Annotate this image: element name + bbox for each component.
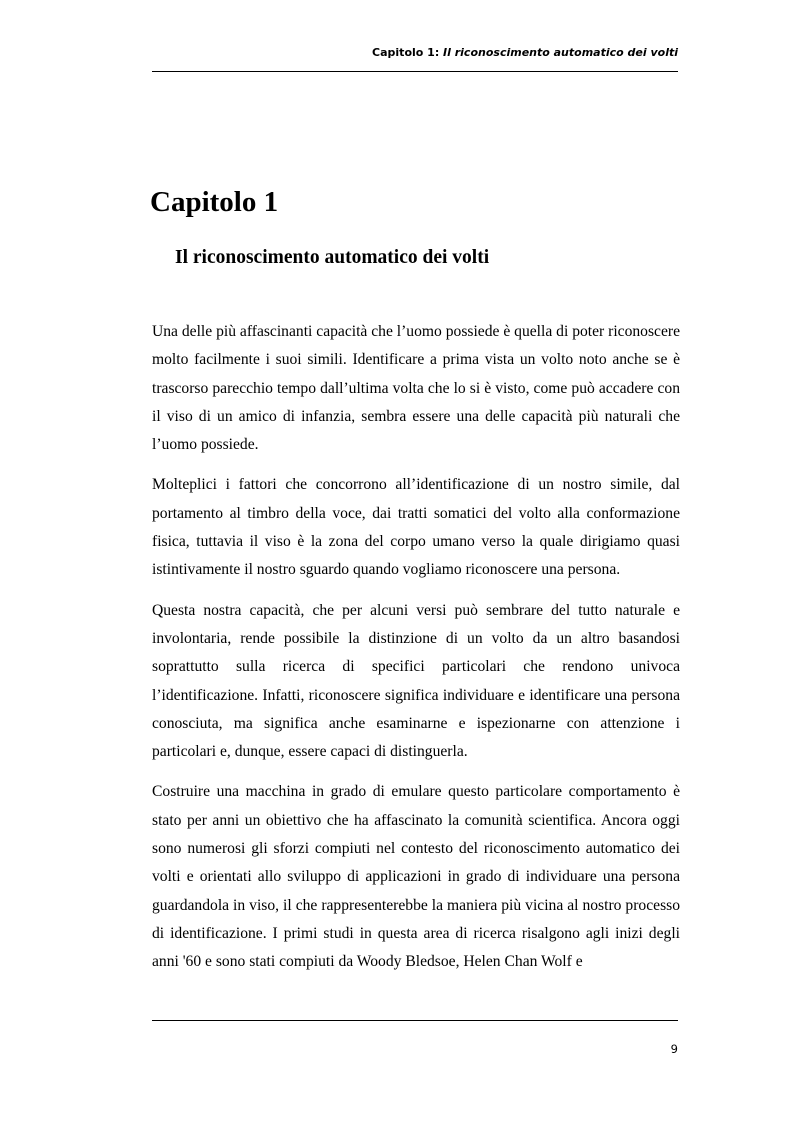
- running-header-title: Il riconoscimento automatico dei volti: [443, 46, 678, 59]
- paragraph-3: Questa nostra capacità, che per alcuni versi può sembrare del tutto naturale e involontaria, rende possibile la distinzione di un volto da un altro basandosi soprattutto sulla ricerca di specifici particolari che rendono univoca l’identificazione. Infatti, riconoscere significa individuare e identificare una persona conosciuta, ma significa anche esaminarne e ispezionarne con attenzione i particolari e, dunque, essere capaci di distinguerla.: [152, 601, 680, 761]
- footer-rule: [152, 1020, 678, 1021]
- chapter-title: Il riconoscimento automatico dei volti: [175, 247, 490, 268]
- body-text: [152, 318, 680, 989]
- page-number: 9: [670, 1042, 678, 1056]
- paragraph-4: Costruire una macchina in grado di emulare questo particolare comportamento è stato per anni un obiettivo che ha affascinato la comunità scientifica. Ancora oggi sono numerosi gli sforzi compiuti nel contesto del riconoscimento automatico dei volti e orientati allo sviluppo di applicazioni in grado di individuare una persona guardandola in viso, il che rappresenterebbe la maniera più vicina al nostro processo di identificazione. I primi studi in questa area di ricerca risalgono agli inizi degli anni '60 e sono stati compiuti da Woody Bledsoe, Helen Chan Wolf e: [152, 783, 680, 971]
- paragraph-1: Una delle più affascinanti capacità che l’uomo possiede è quella di poter riconoscere molto facilmente i suoi simili. Identificare a prima vista un volto noto anche se è trascorso parecchio tempo dall’ultima volta che lo si è visto, come può accadere con il viso di un amico di infanzia, sembra essere una delle capacità più naturali che l’uomo possiede.: [152, 323, 680, 454]
- paragraph-2: Molteplici i fattori che concorrono all’identificazione di un nostro simile, dal portamento al timbro della voce, dai tratti somatici del volto alla conformazione fisica, tuttavia il viso è la zona del corpo umano verso la quale dirigiamo quasi istintivamente il nostro sguardo quando vogliamo riconoscere una persona.: [152, 476, 680, 579]
- running-header-chapter: Capitolo 1:: [372, 46, 444, 59]
- header-rule: [152, 71, 678, 72]
- chapter-label: Capitolo 1: [150, 186, 279, 218]
- running-header: [152, 46, 678, 60]
